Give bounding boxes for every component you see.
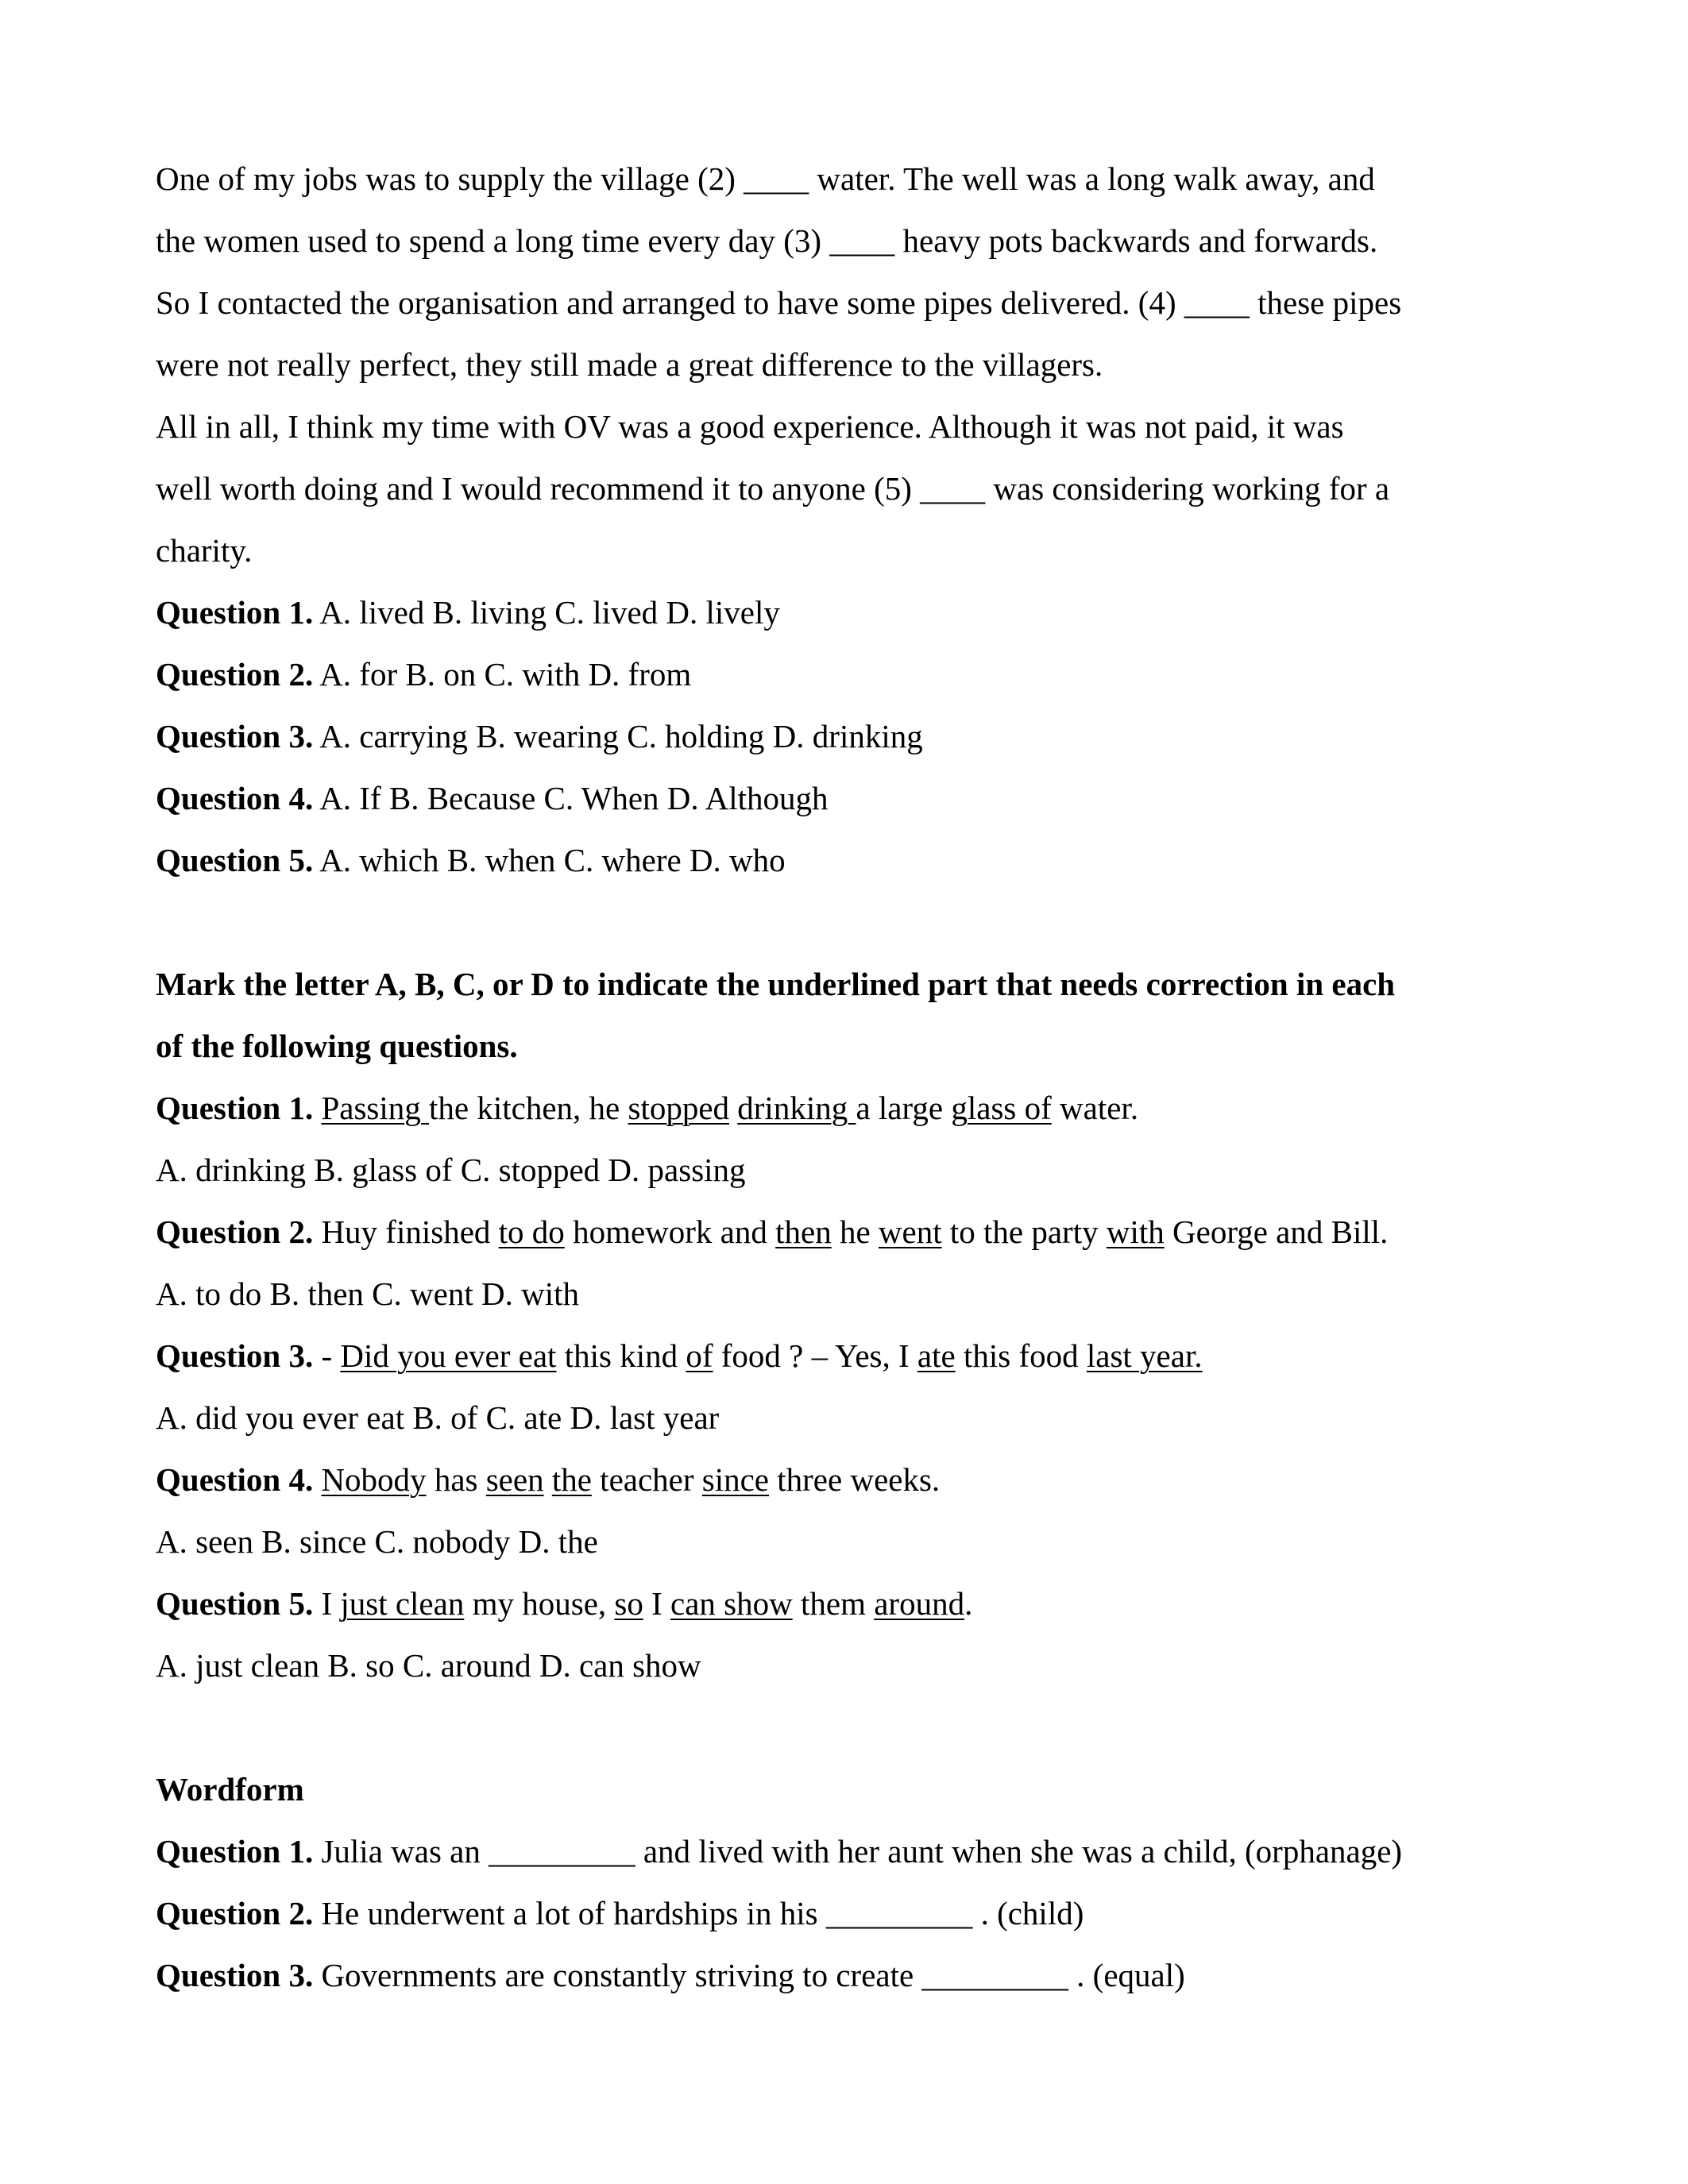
question-options: A. lived B. living C. lived D. lively (319, 594, 780, 631)
question-options: A. which B. when C. where D. who (319, 842, 786, 878)
sentence-text: I (313, 1585, 341, 1622)
sentence-text: them (792, 1585, 875, 1622)
section-spacer (156, 891, 1535, 953)
error-identification-section (156, 953, 1535, 1696)
question-label: Question 5. (156, 842, 314, 878)
error-question (156, 1572, 1535, 1634)
error-question (156, 1325, 1535, 1387)
underlined-part: around (874, 1585, 965, 1622)
underlined-part: Did you ever eat (340, 1337, 557, 1374)
sentence-text (544, 1461, 552, 1498)
question-options: A. for B. on C. with D. from (319, 656, 692, 693)
underlined-part: glass of (951, 1090, 1052, 1126)
question-label: Question 2. (156, 656, 314, 693)
underlined-part: with (1106, 1214, 1165, 1250)
section-instruction: of the following questions. (156, 1028, 518, 1064)
passage-line: well worth doing and I would recommend it to anyone (5) ____ was considering working for a (156, 470, 1390, 507)
underlined-part: went (878, 1214, 942, 1250)
question-label: Question 2. (156, 1214, 314, 1250)
question-label: Question 3. (156, 718, 314, 754)
question-options: A. If B. Because C. When D. Although (319, 780, 829, 816)
sentence-text: I (643, 1585, 671, 1622)
wordform-question (156, 1882, 1535, 1944)
sentence-text: to the party (941, 1214, 1107, 1250)
underlined-part: seen (485, 1461, 544, 1498)
question-text: He underwent a lot of hardships in his _________ . (child) (313, 1895, 1084, 1931)
question-label: Question 3. (156, 1337, 314, 1374)
underlined-part: can show (670, 1585, 793, 1622)
underlined-part: drinking (737, 1090, 856, 1126)
cloze-question (156, 581, 1535, 643)
section-spacer (156, 1696, 1535, 1758)
sentence-text: George and Bill. (1164, 1214, 1389, 1250)
underlined-part: the (551, 1461, 592, 1498)
passage-line: the women used to spend a long time every day (3) ____ heavy pots backwards and forwards. (156, 222, 1378, 259)
answer-options: A. seen B. since C. nobody D. the (156, 1523, 598, 1560)
sentence-text: three weeks. (769, 1461, 941, 1498)
cloze-question (156, 643, 1535, 705)
passage-line: charity. (156, 532, 253, 569)
underlined-part: Passing (321, 1090, 430, 1126)
underlined-part: since (701, 1461, 770, 1498)
passage-line: One of my jobs was to supply the village (2) ____ water. The well was a long walk away, and (156, 160, 1375, 197)
answer-options: A. did you ever eat B. of C. ate D. last year (156, 1399, 720, 1436)
document-page (156, 148, 1535, 2006)
question-label: Question 2. (156, 1895, 314, 1931)
underlined-part: then (775, 1214, 832, 1250)
sentence-text: this food (955, 1337, 1087, 1374)
answer-options: A. to do B. then C. went D. with (156, 1275, 579, 1312)
cloze-question (156, 767, 1535, 829)
wordform-section (156, 1758, 1535, 2006)
cloze-question (156, 829, 1535, 891)
sentence-text: this kind (556, 1337, 686, 1374)
underlined-part: just clean (340, 1585, 465, 1622)
question-label: Question 5. (156, 1585, 314, 1622)
sentence-text: teacher (591, 1461, 702, 1498)
section-heading: Wordform (156, 1771, 304, 1808)
section-instruction: Mark the letter A, B, C, or D to indicate the underlined part that needs correction in each (156, 966, 1396, 1002)
underlined-part: so (614, 1585, 643, 1622)
passage-line: All in all, I think my time with OV was a good experience. Although it was not paid, it was (156, 408, 1344, 445)
sentence-text (729, 1090, 737, 1126)
answer-options: A. just clean B. so C. around D. can show (156, 1647, 701, 1684)
underlined-part: last year. (1086, 1337, 1203, 1374)
sentence-text: he (831, 1214, 879, 1250)
error-question (156, 1077, 1535, 1139)
underlined-part: to do (498, 1214, 565, 1250)
wordform-question (156, 1944, 1535, 2006)
wordform-question (156, 1820, 1535, 1882)
sentence-text (313, 1090, 321, 1126)
sentence-text: water. (1051, 1090, 1139, 1126)
sentence-text: . (964, 1585, 973, 1622)
question-label: Question 1. (156, 1833, 314, 1870)
underlined-part: ate (917, 1337, 956, 1374)
sentence-text: Huy finished (313, 1214, 499, 1250)
question-label: Question 1. (156, 1090, 314, 1126)
passage-line: So I contacted the organisation and arranged to have some pipes delivered. (4) ____ these pipes (156, 284, 1402, 321)
reading-passage (156, 148, 1535, 581)
answer-options: A. drinking B. glass of C. stopped D. passing (156, 1152, 746, 1188)
underlined-part: of (686, 1337, 713, 1374)
question-label: Question 3. (156, 1957, 314, 1993)
sentence-text: the kitchen, he (429, 1090, 628, 1126)
cloze-question (156, 705, 1535, 767)
question-label: Question 1. (156, 594, 314, 631)
underlined-part: Nobody (321, 1461, 427, 1498)
question-text: Julia was an _________ and lived with her aunt when she was a child, (orphanage) (313, 1833, 1403, 1870)
cloze-question-list (156, 581, 1535, 891)
error-question-list (156, 1077, 1535, 1696)
sentence-text: homework and (564, 1214, 776, 1250)
question-label: Question 4. (156, 780, 314, 816)
sentence-text: - (313, 1337, 341, 1374)
question-options: A. carrying B. wearing C. holding D. drinking (319, 718, 923, 754)
error-question (156, 1201, 1535, 1263)
question-label: Question 4. (156, 1461, 314, 1498)
sentence-text: my house, (464, 1585, 615, 1622)
question-text: Governments are constantly striving to create _________ . (equal) (313, 1957, 1185, 1993)
sentence-text: a large (856, 1090, 952, 1126)
sentence-text: food ? – Yes, I (713, 1337, 917, 1374)
error-question (156, 1449, 1535, 1511)
passage-line: were not really perfect, they still made a great difference to the villagers. (156, 346, 1103, 383)
underlined-part: stopped (628, 1090, 730, 1126)
sentence-text (313, 1461, 321, 1498)
sentence-text: has (426, 1461, 486, 1498)
